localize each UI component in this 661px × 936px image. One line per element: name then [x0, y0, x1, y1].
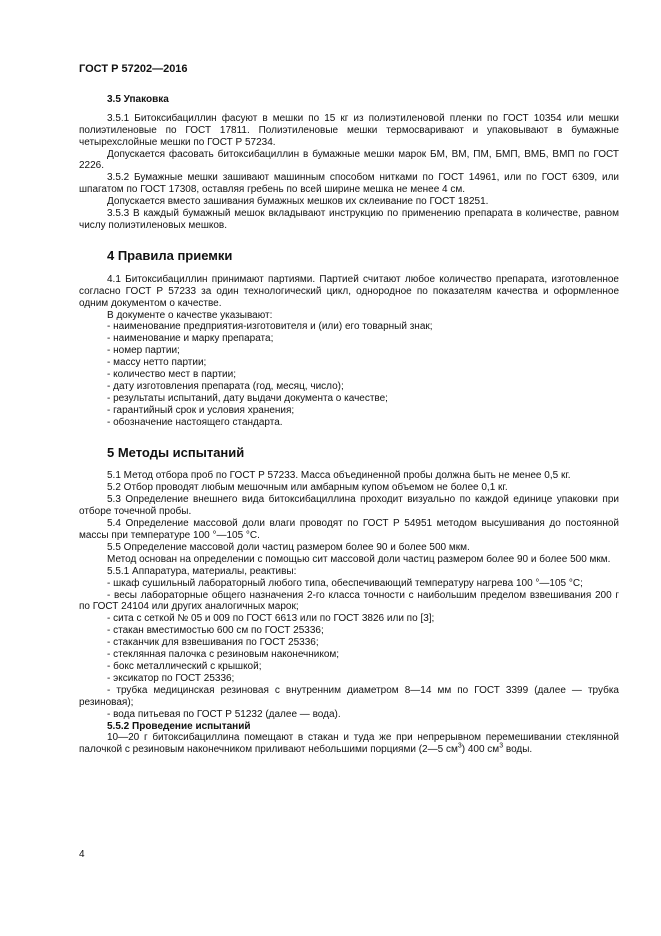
paragraph-4-1: 4.1 Битоксибациллин принимают партиями. Партией считают любое количество препарата, изготовленное согласно ГОСТ Р 57233 за один технологический цикл, однородное по показателям качества и оформленное одним документом о качестве.: [79, 273, 619, 309]
paragraph-5-5-2-text-a: 10—20 г битоксибациллина помещают в стакан и туда же при непрерывном перемешивании стеклянной палочкой с резиновым наконечником приливают небольшими порциями (2—5 см: [79, 732, 619, 756]
paragraph-5-1: 5.1 Метод отбора проб по ГОСТ Р 57233. Масса объединенной пробы должна быть не менее 0,5 кг.: [107, 470, 571, 482]
section-3-5-title: 3.5 Упаковка: [107, 93, 169, 105]
paragraph-3-5-2: 3.5.2 Бумажные мешки зашивают машинным способом нитками по ГОСТ 14961, или по ГОСТ 6309, или шпагатом по ГОСТ 17308, оставляя гребень по всей ширине мешка не менее 4 см.: [79, 172, 619, 196]
page-number: 4: [79, 849, 85, 860]
list-item: - гарантийный срок и условия хранения;: [107, 404, 295, 416]
list-item: - стеклянная палочка с резиновым наконечником;: [107, 649, 340, 661]
paragraph-4-1-intro: В документе о качестве указывают:: [107, 309, 273, 321]
paragraph-3-5-1-alt: Допускается фасовать битоксибациллин в бумажные мешки марок БМ, ВМ, ПМ, БМП, ВМБ, ВМП по ГОСТ 2226.: [79, 148, 619, 172]
paragraph-5-3: 5.3 Определение внешнего вида битоксибациллина проходит визуально по каждой единице упаковки при отборе точечной пробы.: [79, 494, 619, 518]
superscript-cubic: 3: [457, 742, 462, 750]
list-item: - наименование предприятия-изготовителя и (или) его товарный знак;: [107, 321, 433, 333]
document-header: ГОСТ Р 57202—2016: [79, 63, 188, 75]
list-item: - количество мест в партии;: [107, 369, 236, 381]
paragraph-5-5-method: Метод основан на определении с помощью сит массовой доли частиц размером более 90 и более 500 мкм.: [107, 553, 611, 565]
list-item: - вода питьевая по ГОСТ Р 51232 (далее — вода).: [107, 708, 341, 720]
paragraph-5-5-1: 5.5.1 Аппаратура, материалы, реактивы:: [107, 565, 297, 577]
list-item: - обозначение настоящего стандарта.: [107, 416, 283, 428]
paragraph-5-5-2: [79, 732, 619, 756]
paragraph-3-5-3: 3.5.3 В каждый бумажный мешок вкладывают инструкцию по применению препарата в количестве, равном числу полиэтиленовых мешков.: [79, 208, 619, 231]
paragraph-3-5-2-alt: Допускается вместо зашивания бумажных мешков их склеивание по ГОСТ 18251.: [107, 196, 489, 208]
list-item: - трубка медицинская резиновая с внутренним диаметром 8—14 мм по ГОСТ 3399 (далее — трубка резиновая);: [79, 684, 619, 708]
list-item: - массу нетто партии;: [107, 357, 207, 369]
list-item: - номер партии;: [107, 345, 180, 357]
list-item: - наименование и марку препарата;: [107, 333, 274, 345]
paragraph-5-5-2-text-b: ) 400 см: [461, 744, 500, 756]
section-3-5: [79, 94, 619, 232]
list-item: - весы лабораторные общего назначения 2-го класса точности с наибольшим пределом взвешивания 200 г по ГОСТ 24104 или других аналогичных марок;: [79, 589, 619, 613]
list-item: - стакан вместимостью 600 см по ГОСТ 25336;: [107, 625, 324, 637]
paragraph-5-2: 5.2 Отбор проводят любым мешочным или амбарным купом объемом не более 0,1 кг.: [107, 482, 508, 494]
paragraph-5-4: 5.4 Определение массовой доли влаги проводят по ГОСТ Р 54951 методом высушивания до постоянной массы при температуре 100 °—105 °С.: [79, 518, 619, 541]
list-item: - бокс металлический с крышкой;: [107, 660, 262, 672]
list-item: - стаканчик для взвешивания по ГОСТ 25336;: [107, 637, 319, 649]
list-item: - сита с сеткой № 05 и 009 по ГОСТ 6613 или по ГОСТ 3826 или по [3];: [107, 613, 435, 625]
superscript-cubic: 3: [499, 742, 504, 750]
paragraph-5-5: 5.5 Определение массовой доли частиц размером более 90 и более 500 мкм.: [107, 541, 470, 553]
section-5-title: 5 Методы испытаний: [107, 444, 245, 460]
section-4: [79, 274, 619, 429]
section-4-title: 4 Правила приемки: [107, 247, 233, 263]
list-item: - эксикатор по ГОСТ 25336;: [107, 672, 235, 684]
paragraph-5-5-2-text-c: воды.: [503, 744, 533, 756]
list-item: - шкаф сушильный лабораторный любого типа, обеспечивающий температуру нагрева 100 °—105 °С;: [107, 577, 583, 589]
paragraph-3-5-1: 3.5.1 Битоксибациллин фасуют в мешки по 15 кг из полиэтиленовой пленки по ГОСТ 10354 или мешки полиэтиленовые по ГОСТ 17811. Полиэтиленовые мешки термосваривают и упаковывают в бумажные четырехслойные мешки по ГОСТ Р 57234.: [79, 112, 619, 148]
section-5-5-2-title: 5.5.2 Проведение испытаний: [107, 720, 251, 732]
section-5: [79, 470, 619, 756]
list-item: - дату изготовления препарата (год, месяц, число);: [107, 380, 344, 392]
list-item: - результаты испытаний, дату выдачи документа о качестве;: [107, 392, 388, 404]
